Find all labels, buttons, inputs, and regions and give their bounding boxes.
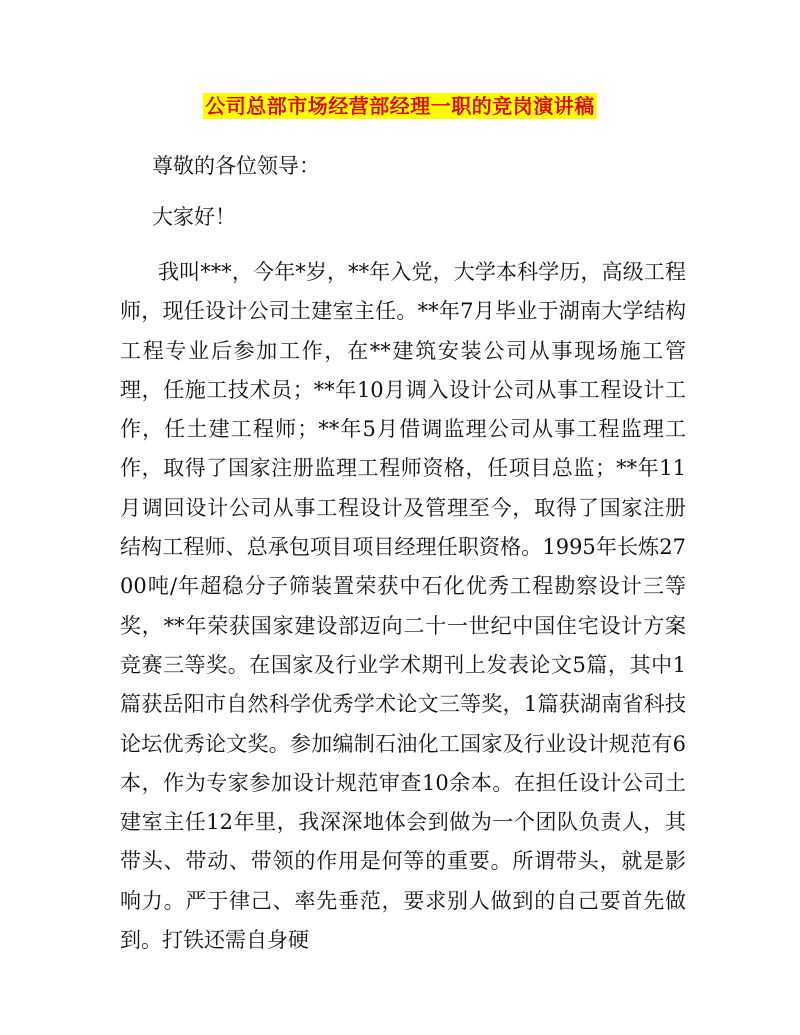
title-container xyxy=(0,93,800,119)
greeting: 大家好！ xyxy=(152,205,236,229)
salutation: 尊敬的各位领导： xyxy=(152,154,320,178)
body-paragraph: 我叫***，今年*岁，**年入党，大学本科学历，高级工程师，现任设计公司土建室主任。**年7月毕业于湖南大学结构工程专业后参加工作，在**建筑安装公司从事现场施工管理，任施工技术员；**年10月调入设计公司从事工程设计工作，任土建工程师；**年5月借调监理公司从事工程监理工作，取得了国家注册监理工程师资格，任项目总监；**年11月调回设计公司从事工程设计及管理至今，取得了国家注册结构工程师、总承包项目项目经理任职资格。1995年长炼2700吨/年超稳分子筛装置荣获中石化优秀工程勘察设计三等奖，**年荣获国家建设部迈向二十一世纪中国住宅设计方案竞赛三等奖。在国家及行业学术期刊上发表论文5篇，其中1篇获岳阳市自然科学优秀学术论文三等奖，1篇获湖南省科技论坛优秀论文奖。参加编制石油化工国家及行业设计规范有6本，作为专家参加设计规范审查10余本。在担任设计公司土建室主任12年里，我深深地体会到做为一个团队负责人，其带头、带动、带领的作用是何等的重要。所谓带头，就是影响力。严于律己、率先垂范，要求别人做到的自己要首先做到。打铁还需自身硬 xyxy=(120,260,686,953)
document-title: 公司总部市场经营部经理一职的竞岗演讲稿 xyxy=(205,94,595,118)
